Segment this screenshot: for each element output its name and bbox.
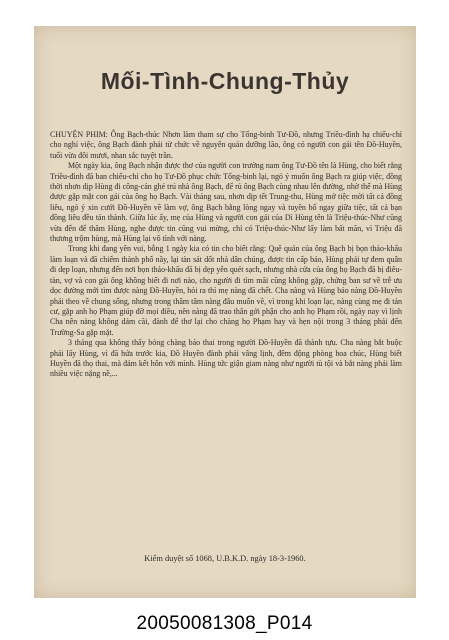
archive-id-caption: 20050081308_P014 xyxy=(136,613,313,634)
paragraph: Một ngày kia, ông Bạch nhận được thơ của người con trưởng nam ông Tư-Đồ tên là Hùng, cho biết rằng Triều-đình đã ban chiếu-chỉ cho họ Tư-Đồ phục chức Tổng-binh lại, ngỏ ý muốn ông Bạch ra giúp việc, đồng thời nhơn dịp Hùng đi công-cán ghé trú nhà ông Bạch, để rủ ông Bạch cùng nhau lên đường, nhờ thế mà Hùng được gặp mặt con gái của ông họ Bạch. Vài tháng sau, nhơn dịp tết Trung-thu, Hùng mở tiệc mời tất cả đồng liêu, ngỏ ý xin cưới Đồ-Huyền về làm vợ, ông Bạch bằng lòng ngay và tuyên bố ngay giữa tiệc, tất cả bạn đồng liêu đều tán thành. Giữa lúc ấy, mẹ của Hùng và người con gái của Dì Hùng tên là Triệu-thúc-Như cũng vừa đến để thăm Hùng, nghe được tin cũng vui mừng, chỉ có Triệu-thúc-Như lấy làm bất mãn, vì Triệu đã thương trộm hùng, mà Hùng lại vô tình với nàng. xyxy=(50,161,402,244)
paragraph-synopsis: CHUYỆN PHIM: Ông Bạch-thúc Nhơn làm tham sự cho Tổng-binh Tư-Đồ, nhưng Triều-đình hạ chiếu-chỉ cho nghỉ việc, ông Bạch đành phải từ chức về nguyên quán dưỡng lão, ông có người con gái tên Đồ-Huyền, tuổi vừa đôi mươi, nhan sắc tuyệt trần. xyxy=(50,130,402,160)
printed-leaflet xyxy=(34,26,416,598)
censorship-note: Kiểm duyệt số 1068, U.B.K.D. ngày 18-3-1960. xyxy=(144,554,306,563)
paragraph: 3 tháng qua không thấy bóng chàng báo thai trong người Đồ-Huyền đã thành tựu. Cha nàng bắt buộc phải lấy Hùng, vì đã hứa trước kia, Đồ Huyền đành phải vâng lịnh, đêm động phòng hoa chúc, Hùng biết Huyền đã thọ thai, mà đám kết hôn với mình. Hùng tức giận giam nàng như người tù tội và bắt nàng phải làm nhiều việc nặng nề,... xyxy=(50,338,402,379)
paragraph: Trong khi đang yên vui, bỗng 1 ngày kia có tin cho biết rằng: Quê quán của ông Bạch bị bọn thảo-khấu làm loạn và đã chiếm thành phố nầy, lại tàn sát dốt nhà dân chúng, được tin cấp báo, Hùng phải tự đem quân đi dẹp loạn, nhưng đến nơi bọn thảo-khấu đã bị dẹp yên quét sạch, nhưng nhà cửa của ông họ Bạch đã bị điêu-tàn, vợ và con gái ông không biết đi nơi nào, cho người đi tìm mãi cũng không gặp, chứng ban sư về trễ ưu dọc đường mới tìm được nàng Đồ-Huyền, hỏi ra thì mẹ nàng đã chết. Cha nàng và Hùng bảo nàng Đồ-Huyền phải theo về chung sống, nhưng trong thâm tâm nàng đâu muốn về, vì trong khi loạn lạc, nàng cùng mẹ đi tản cư, gặp anh họ Phạm giúp đỡ mọi điều, nên nàng đã trao thân gởi phận cho anh họ Phạm rồi, ngày nay vì lịnh Cha nên nàng không dám cãi, đành để thơ lại cho chàng họ Phạm hay và hẹn nội trong 3 tháng phải đến Trường-Sa gặp mặt. xyxy=(50,244,402,337)
story-text xyxy=(50,130,402,380)
page-title: Mối-Tình-Chung-Thủy xyxy=(100,68,350,94)
